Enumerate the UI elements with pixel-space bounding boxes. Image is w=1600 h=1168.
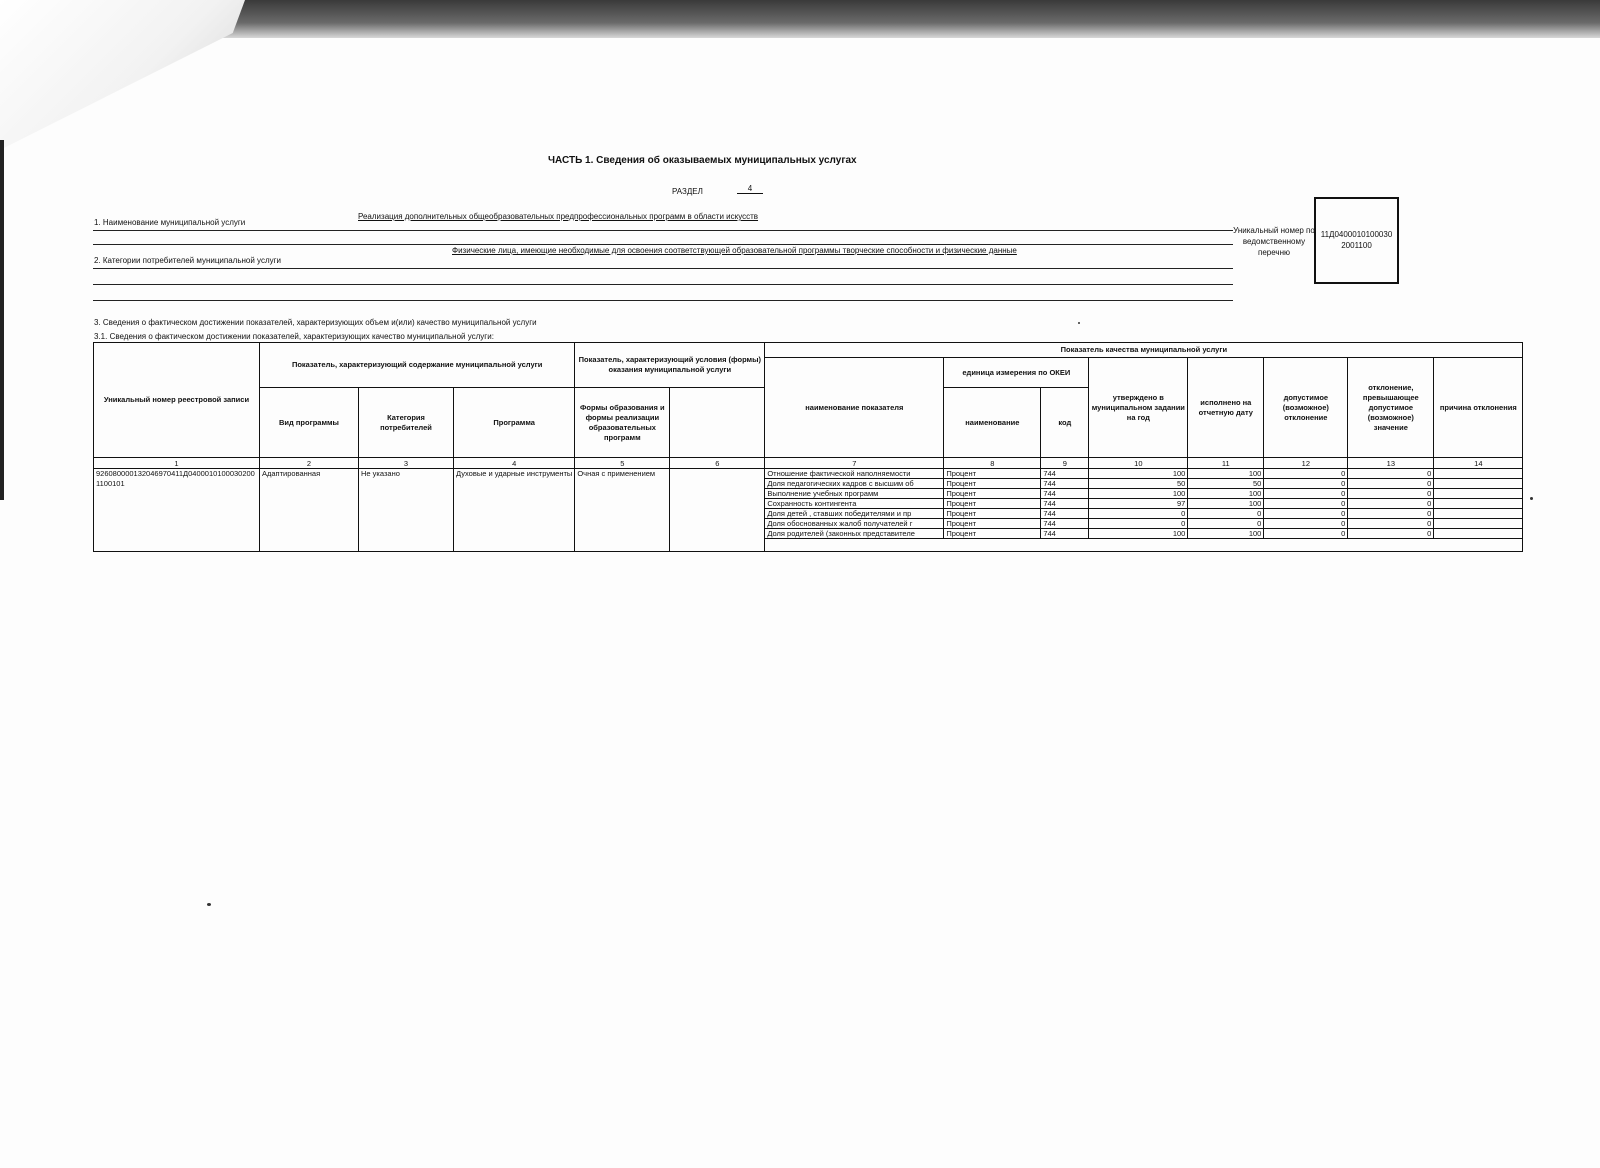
empty-padding-cell (765, 539, 1523, 552)
consumer-categories-underline (93, 268, 1233, 269)
unit-name-cell: Процент (944, 479, 1041, 489)
executed-cell: 100 (1188, 529, 1264, 539)
indicator-name-cell: Доля обоснованных жалоб получателей г (765, 519, 944, 529)
header-deviation-reason: причина отклонения (1434, 358, 1523, 458)
column-number: 11 (1188, 458, 1264, 469)
column-number: 9 (1041, 458, 1089, 469)
deviation-reason-cell (1434, 489, 1523, 499)
program-cell: Духовые и ударные инструменты (454, 469, 575, 552)
section-number: 4 (737, 184, 763, 194)
column-number-row (94, 458, 1523, 469)
indicator-name-cell: Выполнение учебных программ (765, 489, 944, 499)
executed-cell: 0 (1188, 519, 1264, 529)
indicator-name-cell: Доля педагогических кадров с высшим об (765, 479, 944, 489)
scan-speck (1530, 497, 1533, 500)
executed-cell: 100 (1188, 489, 1264, 499)
header-consumer-category: Категория потребителей (359, 388, 454, 458)
approved-cell: 97 (1089, 499, 1188, 509)
unit-code-cell: 744 (1041, 479, 1089, 489)
folded-page-corner (0, 0, 245, 150)
blank-line-2 (93, 300, 1233, 301)
column-number: 12 (1264, 458, 1348, 469)
exceeding-deviation-cell: 0 (1348, 529, 1434, 539)
column-number: 10 (1089, 458, 1188, 469)
header-approved: утверждено в муниципальном задании на год (1089, 358, 1188, 458)
header-unit-code: код (1041, 388, 1089, 458)
header-unit-name: наименование (944, 388, 1041, 458)
unique-number-box: 11Д0400010100030 2001100 (1314, 197, 1399, 284)
unit-name-cell: Процент (944, 499, 1041, 509)
column-number: 4 (454, 458, 575, 469)
indicator-name-cell: Отношение фактической наполняемости (765, 469, 944, 479)
registry-number-cell: 926080000132046970411Д04000101000302001100101 (94, 469, 260, 552)
approved-cell: 0 (1089, 519, 1188, 529)
exceeding-deviation-cell: 0 (1348, 509, 1434, 519)
section31-title: 3.1. Сведения о фактическом достижении показателей, характеризующих качество муниципальной услуги: (94, 332, 494, 341)
quality-indicators-table (93, 342, 1523, 552)
allowed-deviation-cell: 0 (1264, 509, 1348, 519)
approved-cell: 100 (1089, 529, 1188, 539)
executed-cell: 100 (1188, 499, 1264, 509)
column-number: 13 (1348, 458, 1434, 469)
header-executed: исполнено на отчетную дату (1188, 358, 1264, 458)
section3-title: 3. Сведения о фактическом достижении показателей, характеризующих объем и(или) качество муниципальной услуги (94, 318, 537, 327)
service-name-underline (93, 230, 1233, 231)
program-type-cell: Адаптированная (260, 469, 359, 552)
column-number: 2 (260, 458, 359, 469)
approved-cell: 100 (1089, 489, 1188, 499)
table-row (94, 469, 1523, 479)
unit-name-cell: Процент (944, 509, 1041, 519)
header-col6 (670, 388, 765, 458)
header-exceeding-deviation: отклонение, превышающее допустимое (возможное) значение (1348, 358, 1434, 458)
allowed-deviation-cell: 0 (1264, 529, 1348, 539)
allowed-deviation-cell: 0 (1264, 469, 1348, 479)
column-number: 6 (670, 458, 765, 469)
header-indicator-name: наименование показателя (765, 358, 944, 458)
deviation-reason-cell (1434, 529, 1523, 539)
column-number: 3 (359, 458, 454, 469)
scan-speck (1078, 322, 1080, 324)
deviation-reason-cell (1434, 499, 1523, 509)
unit-name-cell: Процент (944, 489, 1041, 499)
unit-name-cell: Процент (944, 519, 1041, 529)
section-label: РАЗДЕЛ (672, 187, 703, 196)
scan-speck (207, 903, 211, 906)
consumer-category-cell: Не указано (359, 469, 454, 552)
indicator-name-cell: Сохранность контингента (765, 499, 944, 509)
unit-code-cell: 744 (1041, 519, 1089, 529)
approved-cell: 100 (1089, 469, 1188, 479)
executed-cell: 0 (1188, 509, 1264, 519)
unit-code-cell: 744 (1041, 469, 1089, 479)
header-forms: Формы образования и формы реализации образовательных программ (575, 388, 670, 458)
service-name-underline-2 (93, 244, 1233, 245)
col6-cell (670, 469, 765, 552)
column-number: 5 (575, 458, 670, 469)
unit-code-cell: 744 (1041, 529, 1089, 539)
deviation-reason-cell (1434, 519, 1523, 529)
unit-code-cell: 744 (1041, 509, 1089, 519)
exceeding-deviation-cell: 0 (1348, 469, 1434, 479)
exceeding-deviation-cell: 0 (1348, 519, 1434, 529)
indicator-name-cell: Доля детей , ставших победителями и пр (765, 509, 944, 519)
unique-number-label: Уникальный номер по ведомственному перечню (1233, 226, 1315, 257)
blank-line (93, 284, 1233, 285)
deviation-reason-cell (1434, 469, 1523, 479)
unit-name-cell: Процент (944, 529, 1041, 539)
deviation-reason-cell (1434, 509, 1523, 519)
allowed-deviation-cell: 0 (1264, 499, 1348, 509)
column-number: 7 (765, 458, 944, 469)
column-number: 1 (94, 458, 260, 469)
header-okei-unit: единица измерения по ОКЕИ (944, 358, 1089, 388)
allowed-deviation-cell: 0 (1264, 489, 1348, 499)
scan-left-edge (0, 140, 4, 500)
column-number: 8 (944, 458, 1041, 469)
executed-cell: 100 (1188, 469, 1264, 479)
header-quality-indicator: Показатель качества муниципальной услуги (765, 343, 1523, 358)
header-allowed-deviation: допустимое (возможное) отклонение (1264, 358, 1348, 458)
service-name-value: Реализация дополнительных общеобразовательных предпрофессиональных программ в области искусств (358, 212, 759, 221)
part-title: ЧАСТЬ 1. Сведения об оказываемых муниципальных услугах (548, 155, 857, 166)
unit-code-cell: 744 (1041, 489, 1089, 499)
exceeding-deviation-cell: 0 (1348, 479, 1434, 489)
column-number: 14 (1434, 458, 1523, 469)
unit-code-cell: 744 (1041, 499, 1089, 509)
indicator-name-cell: Доля родителей (законных представителе (765, 529, 944, 539)
service-name-label: 1. Наименование муниципальной услуги (94, 218, 246, 227)
approved-cell: 0 (1089, 509, 1188, 519)
form-cell: Очная с применением (575, 469, 670, 552)
executed-cell: 50 (1188, 479, 1264, 489)
approved-cell: 50 (1089, 479, 1188, 489)
exceeding-deviation-cell: 0 (1348, 499, 1434, 509)
header-content-indicator: Показатель, характеризующий содержание муниципальной услуги (260, 343, 575, 388)
header-program: Программа (454, 388, 575, 458)
header-registry-number: Уникальный номер реестровой записи (94, 343, 260, 458)
deviation-reason-cell (1434, 479, 1523, 489)
allowed-deviation-cell: 0 (1264, 479, 1348, 489)
consumer-categories-label: 2. Категории потребителей муниципальной услуги (94, 256, 282, 265)
header-program-type: Вид программы (260, 388, 359, 458)
allowed-deviation-cell: 0 (1264, 519, 1348, 529)
exceeding-deviation-cell: 0 (1348, 489, 1434, 499)
unit-name-cell: Процент (944, 469, 1041, 479)
header-conditions-indicator: Показатель, характеризующий условия (формы) оказания муниципальной услуги (575, 343, 765, 388)
consumer-categories-value: Физические лица, имеющие необходимые для освоения соответствующей образовательной программы творческие способности и физические данные (452, 246, 1017, 255)
